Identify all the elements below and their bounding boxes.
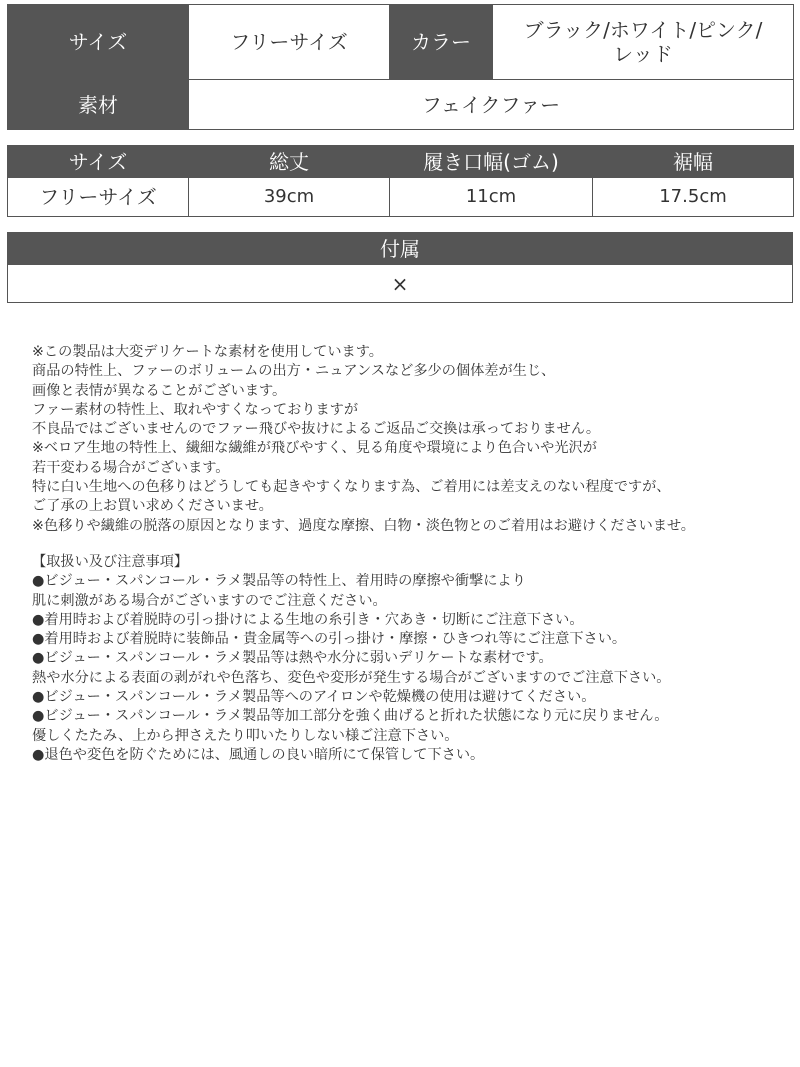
note-line: 若干変わる場合がございます。 [32, 459, 230, 476]
note-line: ファー素材の特性上、取れやすくなっておりますが [32, 401, 359, 418]
care-line: ●ビジュー・スパンコール・ラメ製品等へのアイロンや乾燥機の使用は避けてください。 [32, 689, 596, 706]
color-value [493, 5, 794, 80]
color-value-line2: レッド [613, 42, 673, 66]
care-line: ●ビジュー・スパンコール・ラメ製品等加工部分を強く曲げると折れた状態になり元に戻りません。 [32, 708, 669, 725]
care-line: ●着用時および着脱時の引っ掛けによる生地の糸引き・穴あき・切断にご注意下さい。 [32, 611, 584, 628]
cell-total-length: 39cm [189, 178, 390, 217]
care-line: 熱や水分による表面の剥がれや色落ち、変色や変形が発生する場合がございますのでご注意下さい。 [32, 669, 671, 686]
cell-hem-width: 17.5cm [593, 178, 794, 217]
header-size: サイズ [8, 146, 189, 178]
care-instructions [32, 553, 792, 765]
material-label: 素材 [8, 80, 189, 130]
size-table [7, 145, 794, 217]
note-line: 画像と表情が異なることがございます。 [32, 382, 287, 399]
accessory-header: 付属 [8, 233, 793, 265]
care-line: ●着用時および着脱時に装飾品・貴金属等への引っ掛け・摩擦・ひきつれ等にご注意下さい。 [32, 631, 627, 648]
header-total-length: 総丈 [189, 146, 390, 178]
note-line: ※色移りや繊維の脱落の原因となります、過度な摩擦、白物・淡色物とのご着用はお避けくださいませ。 [32, 517, 695, 534]
product-notes [32, 343, 792, 536]
material-value: フェイクファー [189, 80, 794, 130]
spec-table [7, 4, 794, 130]
care-line: 優しくたたみ、上から押さえたり叩いたりしない様ご注意下さい。 [32, 727, 459, 744]
size-value: フリーサイズ [189, 5, 390, 80]
color-label: カラー [390, 5, 493, 80]
note-line: ※この製品は大変デリケートな素材を使用しています。 [32, 344, 383, 360]
care-line: 肌に刺激がある場合がございますのでご注意ください。 [32, 592, 387, 609]
note-line: 不良品ではございませんのでファー飛びや抜けによるご返品ご交換は承っておりません。 [32, 421, 601, 438]
care-line: ●ビジュー・スパンコール・ラメ製品等は熱や水分に弱いデリケートな素材です。 [32, 650, 553, 667]
note-line: ※ベロア生地の特性上、繊細な繊維が飛びやすく、見る角度や環境により色合いや光沢が [32, 440, 597, 457]
color-value-line1: ブラック/ホワイト/ピンク/ [523, 18, 763, 42]
size-label: サイズ [8, 5, 189, 80]
header-hem-width: 裾幅 [593, 146, 794, 178]
care-heading: 【取扱い及び注意事項】 [32, 554, 189, 570]
cell-opening-width: 11cm [390, 178, 593, 217]
accessory-value: × [8, 265, 793, 303]
note-line: ご了承の上お買い求めくださいませ。 [32, 498, 273, 515]
accessory-table [7, 232, 793, 303]
header-opening-width: 履き口幅(ゴム) [390, 146, 593, 178]
cell-size: フリーサイズ [8, 178, 189, 217]
care-line: ●退色や変色を防ぐためには、風通しの良い暗所にて保管して下さい。 [32, 746, 485, 763]
note-line: 特に白い生地への色移りはどうしても起きやすくなります為、ご着用には差支えのない程度ですが、 [32, 479, 671, 496]
note-line: 商品の特性上、ファーのボリュームの出方・ニュアンスなど多少の個体差が生じ、 [32, 363, 556, 380]
care-line: ●ビジュー・スパンコール・ラメ製品等の特性上、着用時の摩擦や衝撃により [32, 573, 526, 590]
